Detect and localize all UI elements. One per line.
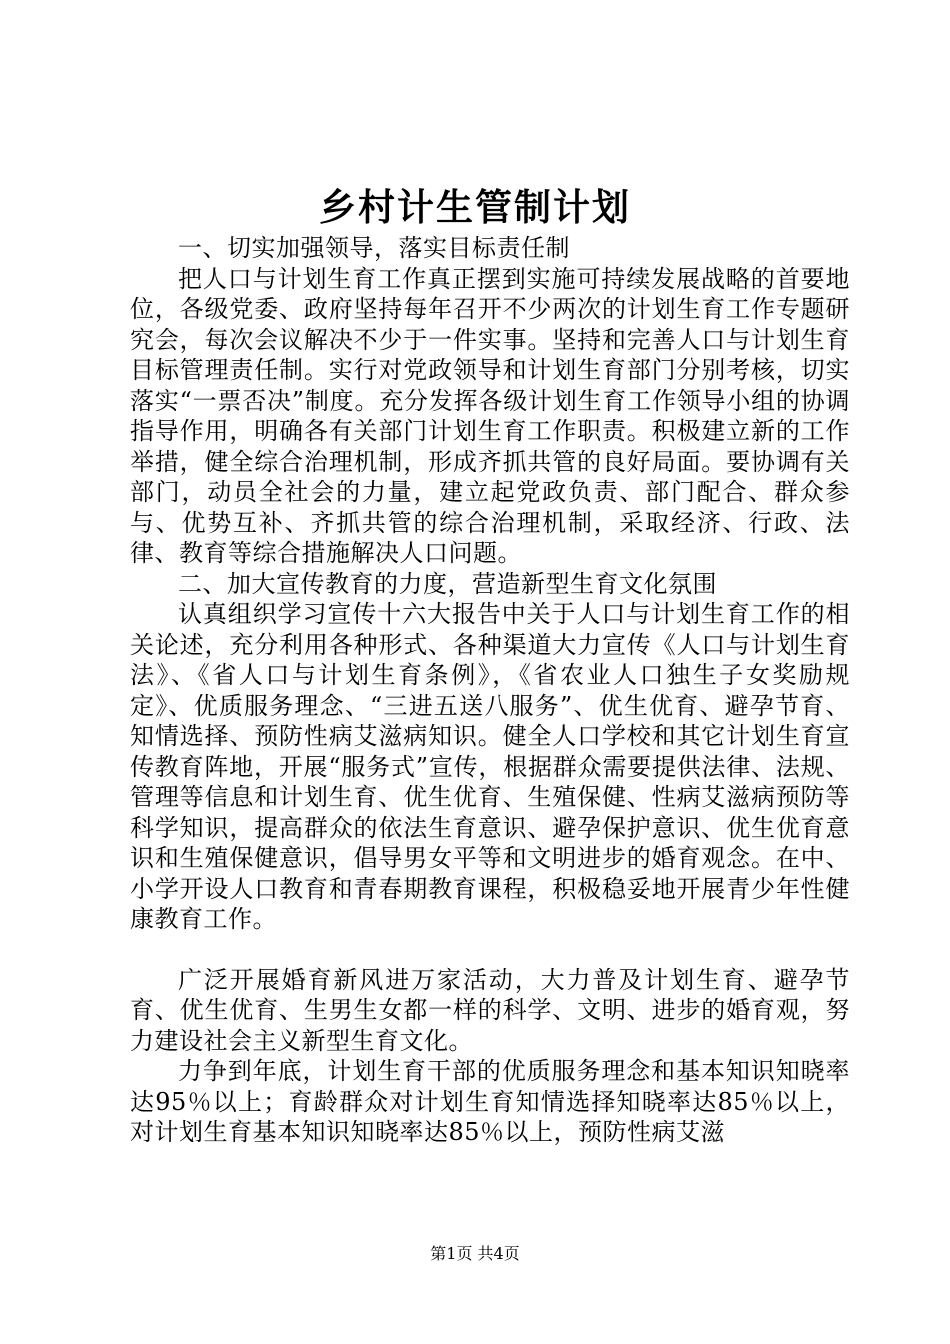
document-title: 乡村计生管制计划 <box>319 186 631 229</box>
section-1-heading: 一、切实加强领导，落实目标责任制 <box>178 234 570 262</box>
section-1-paragraph-1: 把人口与计划生育工作真正摆到实施可持续发展战略的首要地位，各级党委、政府坚持每年召开不少两次的计划生育工作专题研究会，每次会议解决不少于一件实事。坚持和完善人口与计划生育目标管理责任制。实行对党政领导和计划生育部门分别考核，切实落实“一票否决”制度。充分发挥各级计划生育工作领导小组的协调指导作用，明确各有关部门计划生育工作职责。积极建立新的工作举措，健全综合治理机制，形成齐抓共管的良好局面。要协调有关部门，动员全社会的力量，建立起党政负责、部门配合、群众参与、优势互补、齐抓共管的综合治理机制，采取经济、行政、法律、教育等综合措施解决人口问题。 <box>130 264 850 567</box>
paragraph-spacer <box>130 935 850 965</box>
section-2-heading: 二、加大宣传教育的力度，营造新型生育文化氛围 <box>178 569 717 598</box>
page-footer: 第1页 共4页 <box>430 1244 520 1263</box>
document-body <box>130 233 850 1148</box>
section-2-paragraph-1: 认真组织学习宣传十六大报告中关于人口与计划生育工作的相关论述，充分利用各种形式、各种渠道大力宣传《人口与计划生育法》、《省人口与计划生育条例》，《省农业人口独生子女奖励规定》、优质服务理念、“三进五送八服务”、优生优育、避孕节育、知情选择、预防性病艾滋病知识。健全人口学校和其它计划生育宣传教育阵地，开展“服务式”宣传，根据群众需要提供法律、法规、管理等信息和计划生育、优生优育、生殖保健、性病艾滋病预防等科学知识，提高群众的依法生育意识、避孕保护意识、优生优育意识和生殖保健意识，倡导男女平等和文明进步的婚育观念。在中、小学开设人口教育和青春期教育课程，积极稳妥地开展青少年性健康教育工作。 <box>130 600 850 933</box>
section-2-paragraph-2: 广泛开展婚育新风进万家活动，大力普及计划生育、避孕节育、优生优育、生男生女都一样的科学、文明、进步的婚育观，努力建设社会主义新型生育文化。 <box>130 965 850 1055</box>
section-2-paragraph-3: 力争到年底，计划生育干部的优质服务理念和基本知识知晓率达95％以上；育龄群众对计划生育知情选择知晓率达85％以上，对计划生育基本知识知晓率达85％以上，预防性病艾滋 <box>130 1057 850 1146</box>
